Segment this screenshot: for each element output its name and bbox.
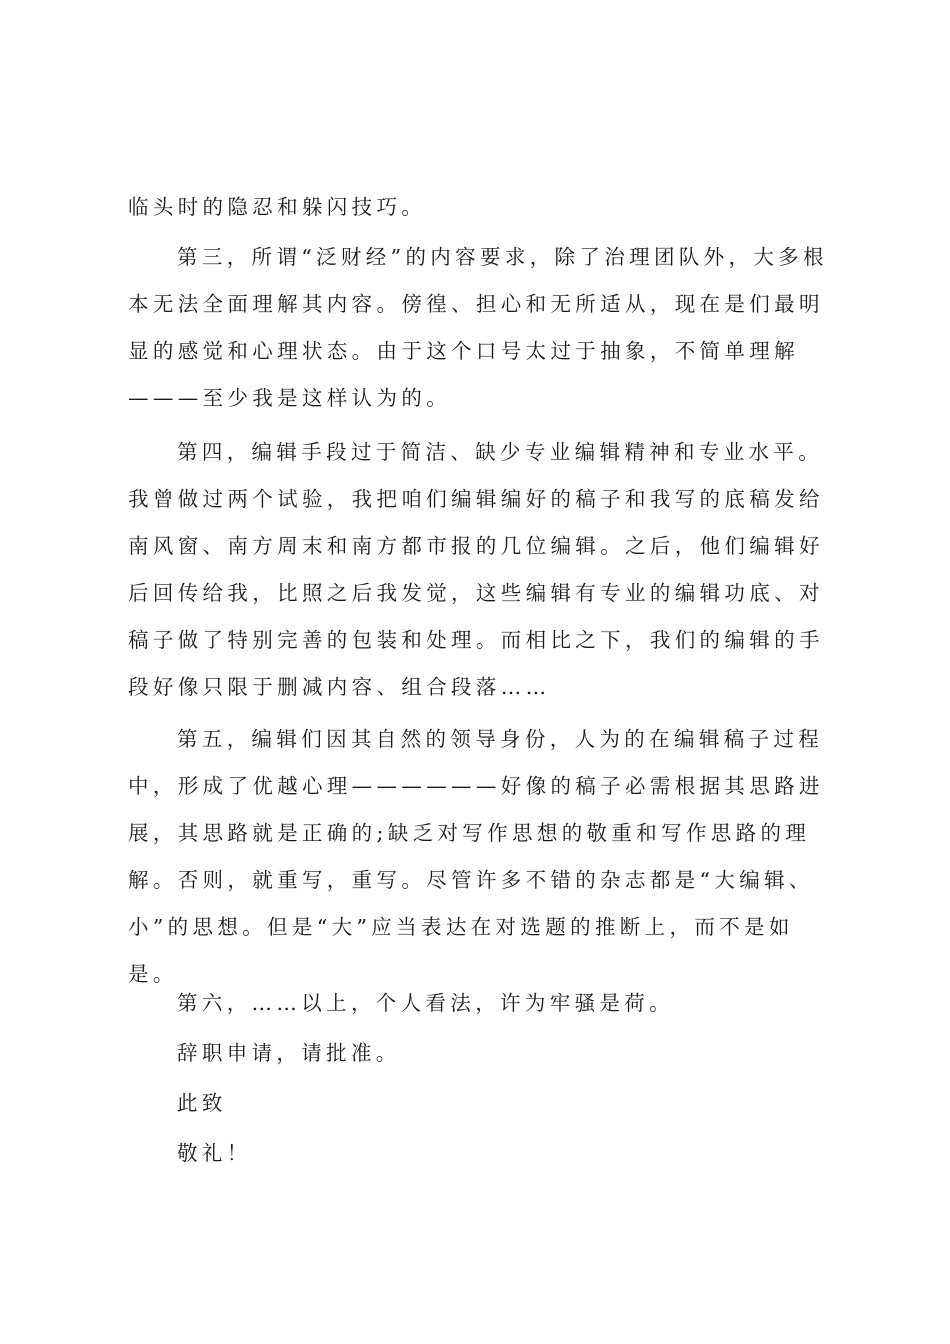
paragraph-fourth-block bbox=[128, 429, 834, 711]
paragraph-fourth: 第四，编辑手段过于简洁、缺少专业编辑精神和专业水平。我曾做过两个试验，我把咱们编辑编好的稿子和我写的底稿发给南风窗、南方周末和南方都市报的几位编辑。之后，他们编辑好后回传给我，比照之后我发觉，这些编辑有专业的编辑功底、对稿子做了特别完善的包装和处理。而相比之下，我们的编辑的手段好像只限于删减内容、组合段落…… bbox=[128, 440, 824, 699]
paragraph-continuation: 临头时的隐忍和躲闪技巧。 bbox=[128, 195, 427, 219]
paragraph-fifth-block bbox=[128, 716, 834, 998]
closing-regards: 敬礼！ bbox=[177, 1141, 252, 1165]
paragraph-request: 辞职申请，请批准。 bbox=[177, 1041, 401, 1065]
closing-salutation: 此致 bbox=[177, 1091, 227, 1115]
document-body bbox=[128, 184, 834, 231]
paragraph-fifth: 第五，编辑们因其自然的领导身份，人为的在编辑稿子过程中，形成了优越心理——————好像的稿子必需根据其思路进展，其思路就是正确的;缺乏对写作思想的敬重和写作思路的理解。否则，就重写，重写。尽管许多不错的杂志都是“大编辑、小”的思想。但是“大”应当表达在对选题的推断上，而不是如是。 bbox=[128, 727, 824, 986]
paragraph-sixth: 第六，……以上，个人看法，许为牢骚是荷。 bbox=[177, 991, 674, 1015]
closing-regards-block bbox=[128, 1130, 834, 1177]
paragraph-request-block bbox=[128, 1030, 834, 1077]
paragraph-third: 第三，所谓“泛财经”的内容要求，除了治理团队外，大多根本无法全面理解其内容。傍徨、担心和无所适从，现在是们最明显的感觉和心理状态。由于这个口号太过于抽象，不简单理解———至少我是这样认为的。 bbox=[128, 245, 828, 410]
closing-salutation-block bbox=[128, 1080, 834, 1127]
paragraph-third-block bbox=[128, 234, 834, 422]
paragraph-sixth-block bbox=[128, 980, 834, 1027]
